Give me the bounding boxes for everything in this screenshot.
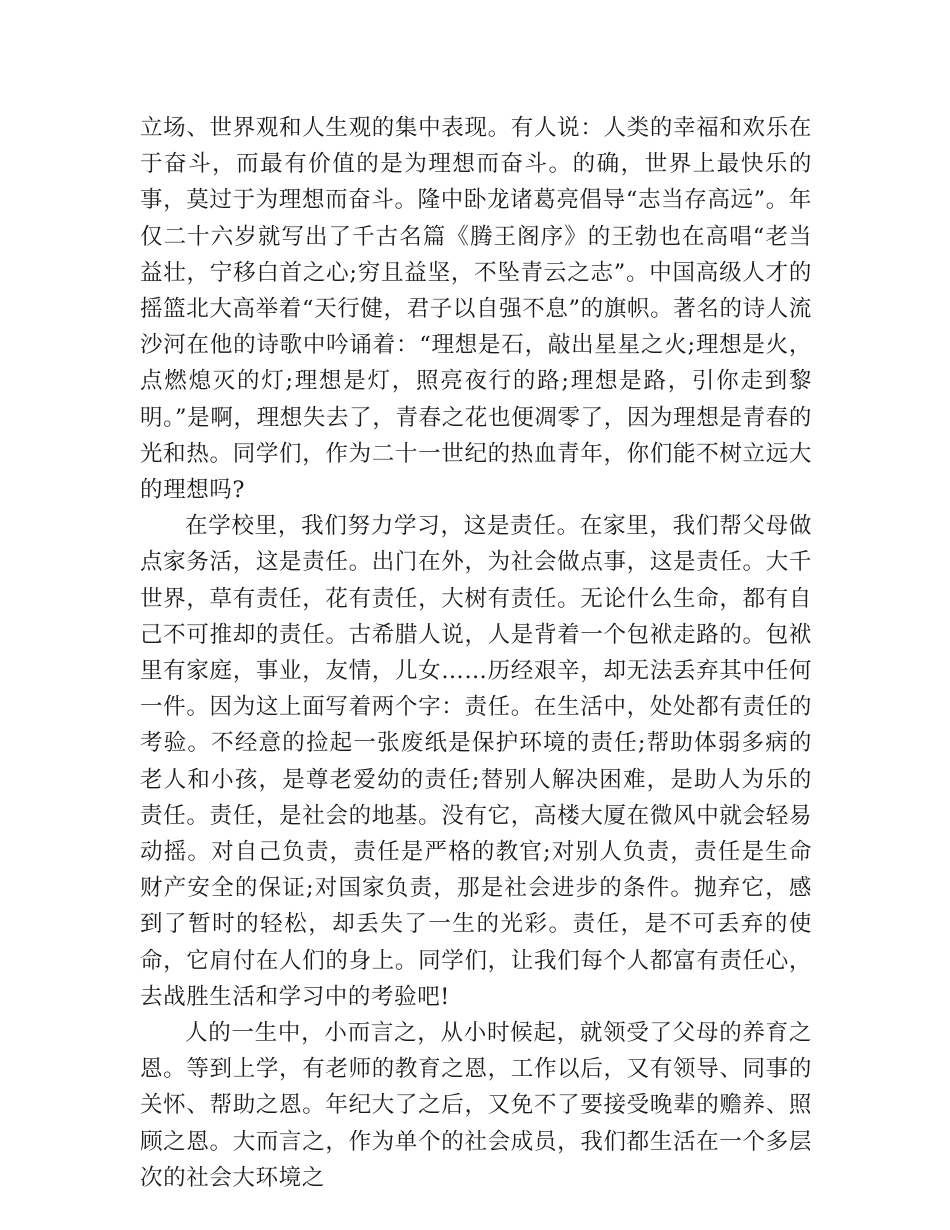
paragraph-gratitude: 人的一生中，小而言之，从小时候起，就领受了父母的养育之恩。等到上学，有老师的教育之恩，工作以后，又有领导、同事的关怀、帮助之恩。年纪大了之后，又免不了要接受晚辈的赡养、照顾之恩。大而言之，作为单个的社会成员，我们都生活在一个多层次的社会大环境之 <box>140 1020 812 1191</box>
paragraph-ideals: 立场、世界观和人生观的集中表现。有人说：人类的幸福和欢乐在于奋斗，而最有价值的是为理想而奋斗。的确，世界上最快乐的事，莫过于为理想而奋斗。隆中卧龙诸葛亮倡导“志当存高远”。年仅二十六岁就写出了千古名篇《腾王阁序》的王勃也在高唱“老当益壮，宁移白首之心;穷且益坚，不坠青云之志”。中国高级人才的摇篮北大高举着“天行健，君子以自强不息”的旗帜。著名的诗人流沙河在他的诗歌中吟诵着：“理想是石，敲出星星之火;理想是火，点燃熄灭的灯;理想是灯，照亮夜行的路;理想是路，引你走到黎明。”是啊，理想失去了，青春之花也便凋零了，因为理想是青春的光和热。同学们，作为二十一世纪的热血青年，你们能不树立远大的理想吗? <box>140 115 812 504</box>
paragraph-responsibility: 在学校里，我们努力学习，这是责任。在家里，我们帮父母做点家务活，这是责任。出门在外，为社会做点事，这是责任。大千世界，草有责任，花有责任，大树有责任。无论什么生命，都有自己不可推却的责任。古希腊人说，人是背着一个包袱走路的。包袱里有家庭，事业，友情，儿女……历经艰辛，却无法丢弃其中任何一件。因为这上面写着两个字：责任。在生活中，处处都有责任的考验。不经意的捡起一张废纸是保护环境的责任;帮助体弱多病的老人和小孩，是尊老爱幼的责任;替别人解决困难，是助人为乐的责任。责任，是社会的地基。没有它，高楼大厦在微风中就会轻易动摇。对自己负责，责任是严格的教官;对别人负责，责任是生命财产安全的保证;对国家负责，那是社会进步的条件。抛弃它，感到了暂时的轻松，却丢失了一生的光彩。责任，是不可丢弃的使命，它肩付在人们的身上。同学们，让我们每个人都富有责任心，去战胜生活和学习中的考验吧! <box>140 513 812 1010</box>
document-body <box>140 110 812 1196</box>
